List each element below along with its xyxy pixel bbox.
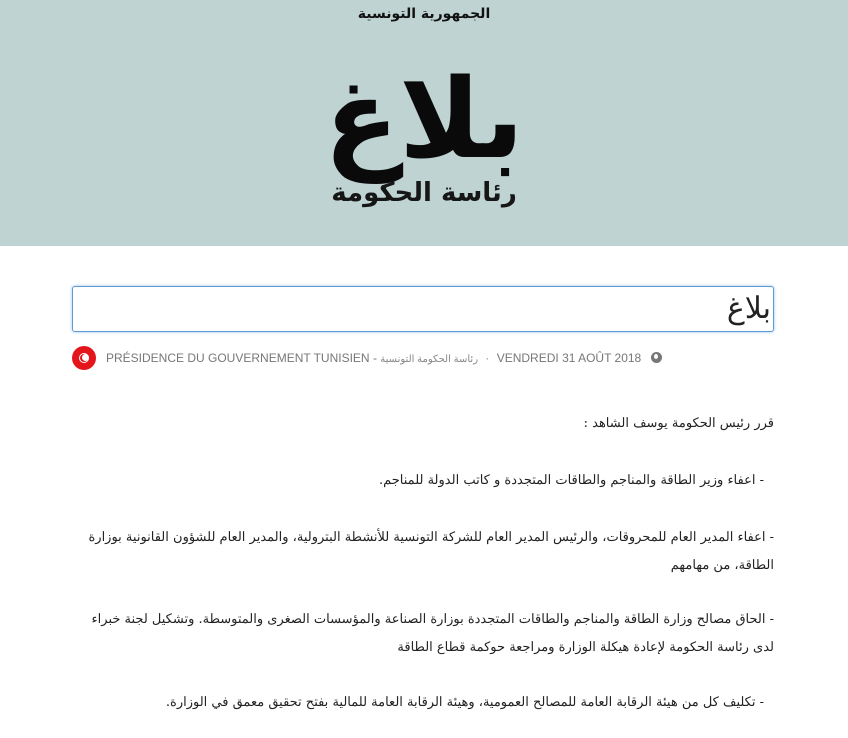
list-item: - تكليف كل من هيئة الرقابة العامة للمصالح العمومية، وهيئة الرقابة العامة للمالية بفتح تحقيق معمق في الوزارة. [165, 695, 764, 710]
post-title: بلاغ [72, 286, 774, 332]
list-item: - اعفاء المدير العام للمحروقات، والرئيس المدير العام للشركة التونسية للأنشطة البترولية، والمدير العام للشؤون القانونية بوزارة الطاقة، من مهامهم [88, 530, 774, 573]
list-item: - اعفاء وزير الطاقة والمناجم والطاقات المتجددة و كاتب الدولة للمناجم. [378, 473, 764, 488]
author-dash: - [372, 351, 377, 365]
banner-headline: بلاغ [324, 55, 524, 183]
post-date[interactable]: VENDREDI 31 AOÛT 2018 [496, 351, 642, 365]
header-banner [0, 0, 848, 246]
globe-icon [651, 352, 662, 363]
meta-separator: · [485, 351, 490, 365]
post-meta [72, 346, 772, 370]
list-item: - الحاق مصالح وزارة الطاقة والمناجم والطاقات المتجددة بوزارة الصناعة والمؤسسات الصغرى والمتوسطة. وتشكيل لجنة خبراء لدى رئاسة الحكومة لإعادة هيكلة الوزارة ومراجعة حوكمة قطاع الطاقة [91, 612, 774, 655]
intro-paragraph: قرر رئيس الحكومة يوسف الشاهد : [583, 416, 774, 431]
tunisia-flag-avatar[interactable] [72, 346, 96, 370]
author-link[interactable]: PRÉSIDENCE DU GOUVERNEMENT TUNISIEN [106, 351, 370, 365]
author-arabic: رئاسة الحكومة التونسية [380, 354, 479, 365]
presidency-label: رئاسة الحكومة [331, 178, 517, 208]
republic-label: الجمهورية التونسية [357, 6, 491, 22]
post-byline [106, 351, 662, 365]
